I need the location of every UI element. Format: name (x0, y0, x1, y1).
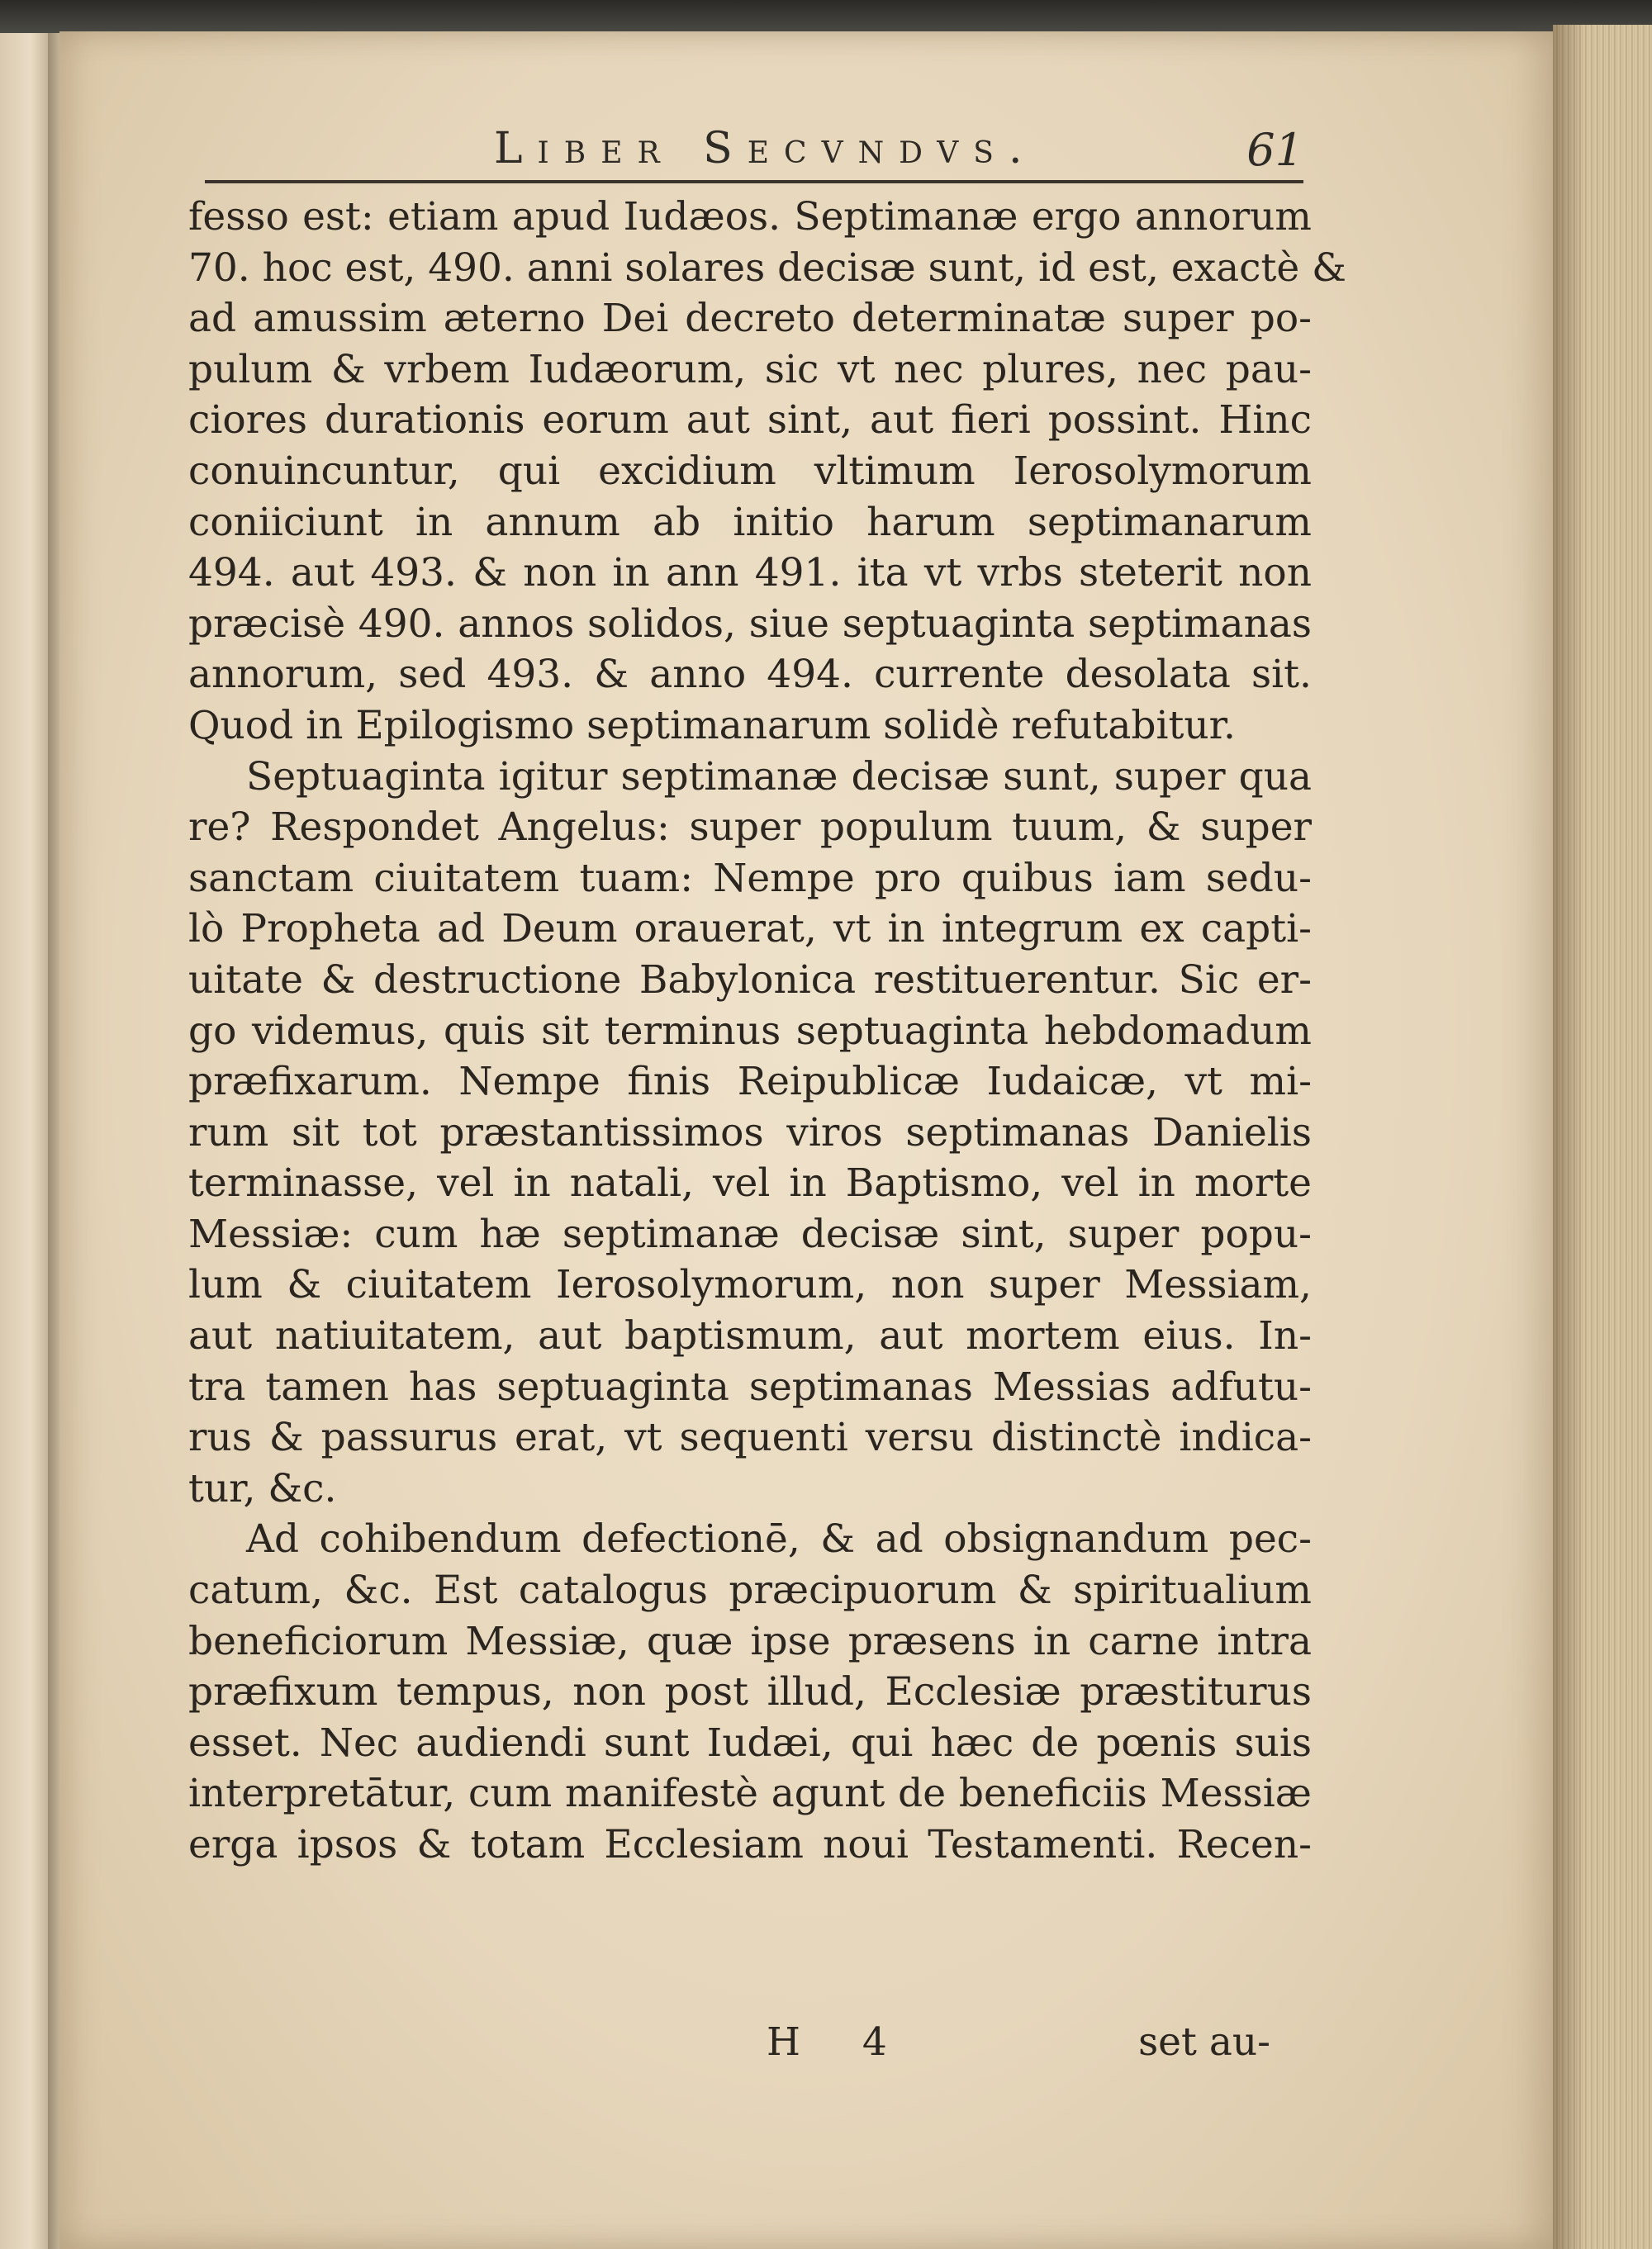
text-line: go videmus, quis sit terminus septuaginta hebdomadum (188, 1008, 1312, 1054)
text-line: Ad cohibendum defectionē, & ad obsignandum pec- (246, 1516, 1312, 1563)
text-line: erga ipsos & totam Ecclesiam noui Testamenti. Recen- (188, 1822, 1312, 1867)
text-line: interpretātur, cum manifestè agunt de beneficiis Messiæ (188, 1771, 1312, 1817)
text-line: pulum & vrbem Iudæorum, sic vt nec plures, nec pau- (188, 346, 1312, 392)
text-line: tra tamen has septuaginta septimanas Messias adfutu- (188, 1364, 1312, 1410)
text-line: lò Propheta ad Deum orauerat, vt in integrum ex capti- (188, 906, 1312, 952)
running-title: Liber Secvndvs. (494, 124, 1037, 173)
text-line: lum & ciuitatem Ierosolymorum, non super Messiam, (188, 1262, 1312, 1308)
header-rule (205, 180, 1303, 183)
text-line: tur, &c. (188, 1465, 337, 1511)
catchword: set au- (1138, 2019, 1270, 2065)
fore-edge-shadow (1553, 25, 1586, 2249)
page-number: 61 (1246, 124, 1303, 176)
text-line: Septuaginta igitur septimanæ decisæ sunt, super qua (246, 753, 1312, 799)
text-line: annorum, sed 493. & anno 494. currente desolata sit. (188, 652, 1312, 698)
running-head (205, 124, 1303, 182)
page-footer (188, 2019, 1312, 2077)
text-line: 70. hoc est, 490. anni solares decisæ sunt, id est, exactè & (188, 244, 1346, 291)
binding-strip (0, 0, 1652, 33)
text-line: esset. Nec audiendi sunt Iudæi, qui hæc de pœnis suis (188, 1720, 1312, 1766)
text-line: Quod in Epilogismo septimanarum solidè refutabitur. (188, 702, 1236, 748)
text-line: fesso est: etiam apud Iudæos. Septimanæ ergo annorum (188, 194, 1312, 240)
text-line: præcisè 490. annos solidos, siue septuaginta septimanas (188, 600, 1312, 647)
body-text (188, 192, 1346, 1871)
text-line: præfixum tempus, non post illud, Ecclesiæ præstiturus (188, 1669, 1312, 1715)
text-line: conuincuntur, qui excidium vltimum Ierosolymorum (188, 448, 1312, 494)
text-line: re? Respondet Angelus: super populum tuum, & super (188, 804, 1312, 851)
text-line: præfixarum. Nempe finis Reipublicæ Iudaicæ, vt mi- (188, 1059, 1312, 1105)
text-line: Messiæ: cum hæ septimanæ decisæ sint, super popu- (188, 1211, 1312, 1257)
text-line: coniiciunt in annum ab initio harum septimanarum (188, 499, 1312, 545)
text-line: sanctam ciuitatem tuam: Nempe pro quibus iam sedu- (188, 855, 1312, 901)
text-line: beneficiorum Messiæ, quæ ipse præsens in carne intra (188, 1618, 1312, 1664)
text-line: ad amussim æterno Dei decreto determinatæ super po- (188, 296, 1312, 342)
text-line: 494. aut 493. & non in ann 491. ita vt vrbs steterit non (188, 550, 1312, 596)
text-line: aut natiuitatem, aut baptismum, aut mortem eius. In- (188, 1313, 1312, 1359)
text-line: rus & passurus erat, vt sequenti versu distinctè indica- (188, 1415, 1312, 1461)
text-line: rum sit tot præstantissimos viros septimanas Danielis (188, 1109, 1312, 1155)
text-line: ciores durationis eorum aut sint, aut fieri possint. Hinc (188, 397, 1312, 444)
signature-mark: H 4 (767, 2019, 912, 2065)
text-line: terminasse, vel in natali, vel in Baptismo, vel in morte (188, 1160, 1312, 1207)
facing-page-edge (0, 33, 51, 2249)
text-line: uitate & destructione Babylonica restituerentur. Sic er- (188, 956, 1312, 1003)
text-line: catum, &c. Est catalogus præcipuorum & spiritualium (188, 1568, 1312, 1614)
